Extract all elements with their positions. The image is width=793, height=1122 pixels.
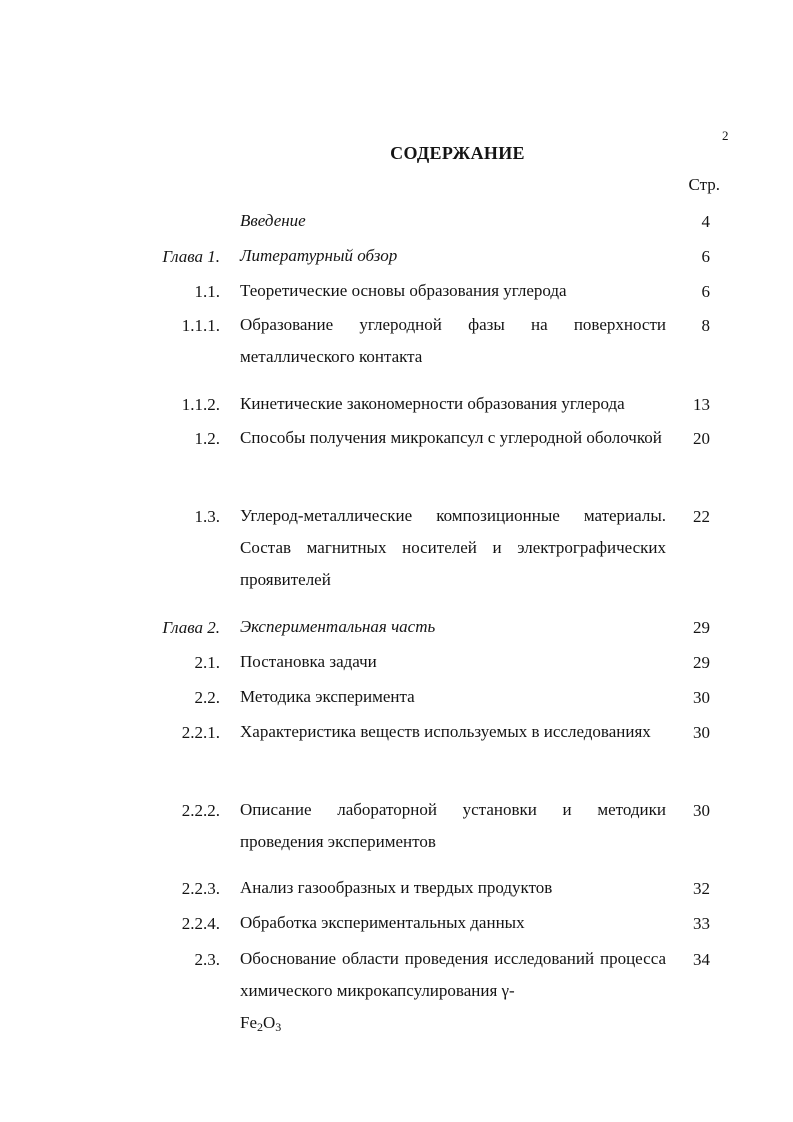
toc-entry-page: 22 [693, 507, 710, 526]
toc-entry-title: Методика эксперимента [240, 687, 415, 706]
toc-entry-title: Кинетические закономерности образования углерода [240, 394, 625, 413]
toc-entry-number: 2.2. [194, 688, 220, 707]
chemical-formula: $Fe_2O_3$ [240, 1013, 282, 1034]
toc-heading: СОДЕРЖАНИЕ [390, 143, 525, 163]
toc-entry-page: 8 [701, 316, 710, 335]
toc-entry-title: Введение [240, 211, 306, 230]
toc-entry-page: 30 [693, 801, 710, 820]
page-number: 2 [722, 128, 729, 143]
toc-entry-number: 2.2.1. [181, 723, 220, 742]
toc-entry-title: Характеристика веществ используемых в исследованиях [240, 722, 651, 741]
toc-entry-number: 1.2. [194, 429, 220, 448]
toc-entry-number: 1.1.1. [181, 316, 220, 335]
toc-entry-page: 30 [693, 688, 710, 707]
toc-entry-title: Литературный обзор [240, 246, 398, 265]
toc-entry-page: 33 [693, 914, 710, 933]
toc-entry-page: 4 [701, 212, 710, 231]
toc-entry-title [240, 943, 666, 1039]
toc-entry-number: 2.2.3. [181, 879, 220, 898]
toc-entry-number: 2.1. [194, 653, 220, 672]
toc-entry-page: 13 [693, 395, 710, 414]
toc-entry-number: Глава 1. [162, 247, 220, 266]
toc-entry-page: 6 [701, 282, 710, 301]
toc-entry-page: 20 [693, 429, 710, 448]
toc-entry-title: Способы получения микрокапсул с углеродной оболочкой [240, 428, 662, 447]
toc-entry-number: 2.3. [194, 950, 220, 969]
toc-entry-page: 29 [693, 653, 710, 672]
toc-entry-page: 6 [701, 247, 710, 266]
toc-entry-number: 2.2.4. [181, 914, 220, 933]
toc-entry-title: Теоретические основы образования углерода [240, 281, 567, 300]
toc-entry-page: 34 [693, 950, 710, 969]
toc-entry-page: 30 [693, 723, 710, 742]
toc-entry-title: Анализ газообразных и твердых продуктов [240, 878, 553, 897]
toc-entry-title-text: Обоснование области проведения исследований процесса химического микрокапсулирования γ- [240, 949, 666, 1000]
toc-entry-title: Постановка задачи [240, 652, 377, 671]
toc-entry-title: Углерод-металлические композиционные материалы. Состав магнитных носителей и электрографических проявителей [240, 506, 666, 589]
toc-entry-title: Экспериментальная часть [240, 617, 436, 636]
page-column-label: Стр. [688, 175, 720, 194]
toc-entry-number: 1.3. [194, 507, 220, 526]
toc-entry-number: 1.1.2. [181, 395, 220, 414]
toc-entry-page: 32 [693, 879, 710, 898]
toc-entry-title: Обработка экспериментальных данных [240, 913, 525, 932]
toc-entry-title: Образование углеродной фазы на поверхности металлического контакта [240, 315, 666, 366]
toc-entry-title: Описание лабораторной установки и методики проведения экспериментов [240, 800, 666, 851]
toc-entry-page: 29 [693, 618, 710, 637]
toc-entry-number: 1.1. [194, 282, 220, 301]
toc-entry-number: Глава 2. [162, 618, 220, 637]
toc-entry-number: 2.2.2. [181, 801, 220, 820]
